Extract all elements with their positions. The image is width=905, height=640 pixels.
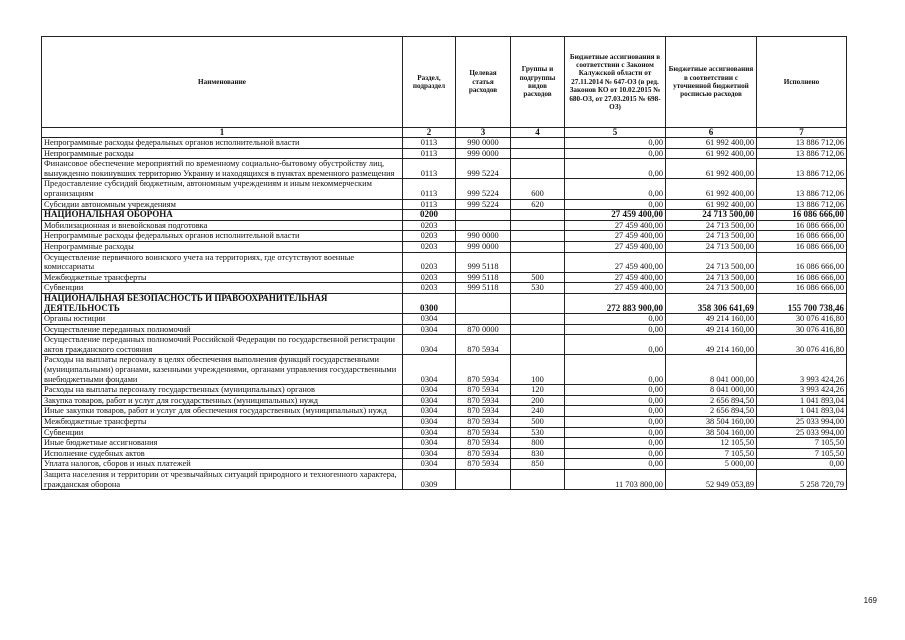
cell-expense-group: 120 xyxy=(511,385,565,396)
cell-executed: 13 886 712,06 xyxy=(757,199,847,210)
cell-budget-refined: 61 992 400,00 xyxy=(666,148,757,159)
cell-target-article: 870 0000 xyxy=(456,324,511,335)
cell-executed: 155 700 738,46 xyxy=(757,293,847,313)
cell-name: Расходы на выплаты персоналу государственных (муниципальных) органов xyxy=(42,385,403,396)
table-row xyxy=(42,138,847,149)
table-row xyxy=(42,148,847,159)
cell-section: 0203 xyxy=(403,231,456,242)
cell-section: 0304 xyxy=(403,417,456,428)
budget-table-container xyxy=(41,36,847,490)
cell-name: Защита населения и территории от чрезвычайных ситуаций природного и техногенного характера, гражданская оборона xyxy=(42,470,403,490)
cell-budget-law: 0,00 xyxy=(565,406,666,417)
cell-budget-law: 0,00 xyxy=(565,179,666,199)
cell-budget-refined: 2 656 894,50 xyxy=(666,406,757,417)
table-row xyxy=(42,199,847,210)
cell-expense-group: 850 xyxy=(511,459,565,470)
cell-expense-group xyxy=(511,210,565,221)
cell-executed: 5 258 720,79 xyxy=(757,470,847,490)
cell-budget-refined: 38 504 160,00 xyxy=(666,417,757,428)
cell-name: Финансовое обеспечение мероприятий по временному социально-бытовому обустройству лиц, вынужденно покинувших территорию Украину и находящихся в пунктах временного размещения xyxy=(42,159,403,179)
cell-name: Иные закупки товаров, работ и услуг для обеспечения государственных (муниципальных) нужд xyxy=(42,406,403,417)
cell-budget-law: 0,00 xyxy=(565,459,666,470)
cell-executed: 16 086 666,00 xyxy=(757,252,847,272)
column-number: 5 xyxy=(565,128,666,138)
cell-name: Расходы на выплаты персоналу в целях обеспечения выполнения функций государственными (муниципальными) органами, казенными учреждениями, органами управления государственными внебюджетными фондами xyxy=(42,355,403,385)
cell-section: 0304 xyxy=(403,324,456,335)
table-row xyxy=(42,470,847,490)
cell-executed: 16 086 666,00 xyxy=(757,210,847,221)
cell-budget-law: 27 459 400,00 xyxy=(565,252,666,272)
table-header xyxy=(42,37,847,138)
column-number: 7 xyxy=(757,128,847,138)
cell-executed: 16 086 666,00 xyxy=(757,220,847,231)
cell-target-article: 990 0000 xyxy=(456,138,511,149)
cell-budget-refined: 61 992 400,00 xyxy=(666,199,757,210)
cell-section: 0113 xyxy=(403,199,456,210)
cell-budget-law: 27 459 400,00 xyxy=(565,231,666,242)
cell-expense-group: 830 xyxy=(511,448,565,459)
cell-target-article: 999 5118 xyxy=(456,272,511,283)
cell-executed: 13 886 712,06 xyxy=(757,148,847,159)
cell-budget-refined: 24 713 500,00 xyxy=(666,252,757,272)
cell-target-article: 999 5224 xyxy=(456,179,511,199)
cell-executed: 13 886 712,06 xyxy=(757,138,847,149)
cell-budget-refined: 49 214 160,00 xyxy=(666,314,757,325)
cell-section: 0203 xyxy=(403,272,456,283)
cell-executed: 16 086 666,00 xyxy=(757,283,847,294)
cell-section: 0304 xyxy=(403,395,456,406)
cell-section: 0113 xyxy=(403,159,456,179)
cell-executed: 7 105,50 xyxy=(757,448,847,459)
header-executed: Исполнено xyxy=(757,37,847,128)
cell-expense-group xyxy=(511,159,565,179)
cell-budget-refined: 49 214 160,00 xyxy=(666,324,757,335)
cell-expense-group: 500 xyxy=(511,272,565,283)
cell-budget-refined: 24 713 500,00 xyxy=(666,220,757,231)
cell-expense-group: 200 xyxy=(511,395,565,406)
cell-target-article: 999 5224 xyxy=(456,159,511,179)
cell-name: Непрограммные расходы федеральных органов исполнительной власти xyxy=(42,138,403,149)
cell-budget-refined: 61 992 400,00 xyxy=(666,138,757,149)
cell-budget-refined: 24 713 500,00 xyxy=(666,231,757,242)
table-row xyxy=(42,355,847,385)
cell-section: 0113 xyxy=(403,148,456,159)
cell-executed: 1 041 893,04 xyxy=(757,395,847,406)
cell-target-article: 870 5934 xyxy=(456,395,511,406)
cell-name: Закупка товаров, работ и услуг для государственных (муниципальных) нужд xyxy=(42,395,403,406)
cell-budget-refined: 24 713 500,00 xyxy=(666,272,757,283)
table-row xyxy=(42,448,847,459)
cell-budget-law: 0,00 xyxy=(565,355,666,385)
table-row xyxy=(42,293,847,313)
cell-target-article: 999 5224 xyxy=(456,199,511,210)
cell-budget-refined: 8 041 000,00 xyxy=(666,355,757,385)
cell-target-article xyxy=(456,314,511,325)
cell-budget-refined: 38 504 160,00 xyxy=(666,427,757,438)
cell-section: 0304 xyxy=(403,355,456,385)
cell-target-article: 999 0000 xyxy=(456,241,511,252)
column-number: 2 xyxy=(403,128,456,138)
cell-name: Исполнение судебных актов xyxy=(42,448,403,459)
cell-name: Непрограммные расходы xyxy=(42,148,403,159)
cell-target-article: 870 5934 xyxy=(456,406,511,417)
cell-budget-law: 0,00 xyxy=(565,159,666,179)
cell-target-article: 870 5934 xyxy=(456,448,511,459)
cell-executed: 30 076 416,80 xyxy=(757,335,847,355)
cell-budget-law: 11 703 800,00 xyxy=(565,470,666,490)
cell-executed: 16 086 666,00 xyxy=(757,272,847,283)
cell-name: Предоставление субсидий бюджетным, автономным учреждениям и иным некоммерческим организациям xyxy=(42,179,403,199)
table-row xyxy=(42,179,847,199)
table-row xyxy=(42,395,847,406)
cell-executed: 16 086 666,00 xyxy=(757,231,847,242)
cell-target-article: 999 5118 xyxy=(456,252,511,272)
cell-name: Осуществление переданных полномочий Российской Федерации по государственной регистрации актов гражданского состояния xyxy=(42,335,403,355)
cell-section: 0304 xyxy=(403,406,456,417)
cell-section: 0203 xyxy=(403,252,456,272)
column-number: 4 xyxy=(511,128,565,138)
cell-section: 0113 xyxy=(403,138,456,149)
cell-section: 0300 xyxy=(403,293,456,313)
cell-target-article: 870 5934 xyxy=(456,438,511,449)
cell-expense-group: 240 xyxy=(511,406,565,417)
cell-expense-group xyxy=(511,231,565,242)
cell-budget-refined: 24 713 500,00 xyxy=(666,283,757,294)
cell-section: 0304 xyxy=(403,314,456,325)
table-body xyxy=(42,138,847,490)
cell-name: Осуществление переданных полномочий xyxy=(42,324,403,335)
cell-target-article xyxy=(456,293,511,313)
cell-section: 0203 xyxy=(403,241,456,252)
cell-budget-refined: 12 105,50 xyxy=(666,438,757,449)
header-target: Целевая статья расходов xyxy=(456,37,511,128)
cell-target-article xyxy=(456,470,511,490)
cell-budget-law: 272 883 900,00 xyxy=(565,293,666,313)
cell-target-article: 870 5934 xyxy=(456,335,511,355)
cell-budget-law: 0,00 xyxy=(565,314,666,325)
cell-budget-refined: 7 105,50 xyxy=(666,448,757,459)
cell-target-article: 870 5934 xyxy=(456,427,511,438)
cell-target-article: 990 0000 xyxy=(456,231,511,242)
cell-name: Осуществление первичного воинского учета на территориях, где отсутствуют военные комиссариаты xyxy=(42,252,403,272)
cell-expense-group: 600 xyxy=(511,179,565,199)
cell-executed: 3 993 424,26 xyxy=(757,385,847,396)
cell-expense-group: 500 xyxy=(511,417,565,428)
cell-name: Мобилизационная и вневойсковая подготовка xyxy=(42,220,403,231)
cell-budget-law: 27 459 400,00 xyxy=(565,210,666,221)
cell-budget-refined: 61 992 400,00 xyxy=(666,159,757,179)
cell-expense-group xyxy=(511,220,565,231)
header-budget-refined: Бюджетные ассигнования в соответствии с уточненной бюджетной росписью расходов xyxy=(666,37,757,128)
cell-executed: 30 076 416,80 xyxy=(757,324,847,335)
cell-name: Непрограммные расходы федеральных органов исполнительной власти xyxy=(42,231,403,242)
cell-budget-refined: 61 992 400,00 xyxy=(666,179,757,199)
column-number: 3 xyxy=(456,128,511,138)
cell-name: Субсидии автономным учреждениям xyxy=(42,199,403,210)
cell-budget-law: 0,00 xyxy=(565,199,666,210)
cell-expense-group: 100 xyxy=(511,355,565,385)
table-row xyxy=(42,324,847,335)
cell-budget-refined: 24 713 500,00 xyxy=(666,241,757,252)
table-row xyxy=(42,385,847,396)
cell-expense-group xyxy=(511,324,565,335)
cell-target-article xyxy=(456,210,511,221)
cell-executed: 13 886 712,06 xyxy=(757,179,847,199)
cell-budget-law: 0,00 xyxy=(565,148,666,159)
table-row xyxy=(42,438,847,449)
table-row xyxy=(42,210,847,221)
cell-budget-law: 0,00 xyxy=(565,324,666,335)
cell-section: 0304 xyxy=(403,335,456,355)
cell-target-article: 870 5934 xyxy=(456,459,511,470)
cell-executed: 16 086 666,00 xyxy=(757,241,847,252)
cell-executed: 0,00 xyxy=(757,459,847,470)
cell-section: 0113 xyxy=(403,179,456,199)
cell-expense-group xyxy=(511,314,565,325)
cell-expense-group xyxy=(511,470,565,490)
cell-budget-law: 0,00 xyxy=(565,448,666,459)
budget-execution-table xyxy=(41,36,847,490)
table-row xyxy=(42,406,847,417)
cell-budget-law: 27 459 400,00 xyxy=(565,241,666,252)
table-row xyxy=(42,427,847,438)
cell-name: НАЦИОНАЛЬНАЯ ОБОРОНА xyxy=(42,210,403,221)
table-row xyxy=(42,231,847,242)
cell-name: Межбюджетные трансферты xyxy=(42,417,403,428)
cell-section: 0304 xyxy=(403,438,456,449)
cell-target-article: 999 0000 xyxy=(456,148,511,159)
cell-expense-group: 800 xyxy=(511,438,565,449)
cell-name: Иные бюджетные ассигнования xyxy=(42,438,403,449)
cell-budget-refined: 49 214 160,00 xyxy=(666,335,757,355)
table-row xyxy=(42,459,847,470)
cell-expense-group xyxy=(511,252,565,272)
cell-budget-law: 0,00 xyxy=(565,417,666,428)
cell-executed: 3 993 424,26 xyxy=(757,355,847,385)
cell-budget-law: 0,00 xyxy=(565,385,666,396)
cell-executed: 13 886 712,06 xyxy=(757,159,847,179)
cell-executed: 25 033 994,00 xyxy=(757,427,847,438)
cell-budget-refined: 2 656 894,50 xyxy=(666,395,757,406)
cell-section: 0200 xyxy=(403,210,456,221)
header-budget-law: Бюджетные ассигнования в соответствии с Законом Калужской области от 27.11.2014 № 647-ОЗ (в ред. Законов КО от 10.02.2015 № 680-ОЗ, от 27.03.2015 № 698-ОЗ) xyxy=(565,37,666,128)
cell-section: 0304 xyxy=(403,427,456,438)
header-name: Наименование xyxy=(42,37,403,128)
cell-executed: 7 105,50 xyxy=(757,438,847,449)
cell-expense-group xyxy=(511,241,565,252)
cell-target-article: 870 5934 xyxy=(456,417,511,428)
cell-name: Межбюджетные трансферты xyxy=(42,272,403,283)
cell-budget-law: 27 459 400,00 xyxy=(565,220,666,231)
cell-expense-group xyxy=(511,148,565,159)
cell-name: Непрограммные расходы xyxy=(42,241,403,252)
cell-budget-refined: 5 000,00 xyxy=(666,459,757,470)
cell-budget-law: 0,00 xyxy=(565,138,666,149)
cell-budget-refined: 358 306 641,69 xyxy=(666,293,757,313)
cell-budget-law: 0,00 xyxy=(565,335,666,355)
cell-name: Уплата налогов, сборов и иных платежей xyxy=(42,459,403,470)
cell-expense-group xyxy=(511,293,565,313)
cell-expense-group: 620 xyxy=(511,199,565,210)
cell-expense-group xyxy=(511,335,565,355)
table-row xyxy=(42,417,847,428)
cell-executed: 1 041 893,04 xyxy=(757,406,847,417)
cell-executed: 30 076 416,80 xyxy=(757,314,847,325)
cell-section: 0304 xyxy=(403,448,456,459)
table-row xyxy=(42,314,847,325)
cell-expense-group: 530 xyxy=(511,427,565,438)
cell-target-article: 870 5934 xyxy=(456,385,511,396)
cell-section: 0304 xyxy=(403,385,456,396)
cell-expense-group xyxy=(511,138,565,149)
cell-budget-refined: 52 949 053,89 xyxy=(666,470,757,490)
table-row xyxy=(42,272,847,283)
table-row xyxy=(42,159,847,179)
cell-budget-law: 0,00 xyxy=(565,427,666,438)
table-row xyxy=(42,335,847,355)
cell-budget-refined: 8 041 000,00 xyxy=(666,385,757,396)
header-section: Раздел, подраздел xyxy=(403,37,456,128)
cell-section: 0203 xyxy=(403,220,456,231)
cell-budget-law: 27 459 400,00 xyxy=(565,272,666,283)
cell-name: НАЦИОНАЛЬНАЯ БЕЗОПАСНОСТЬ И ПРАВООХРАНИТЕЛЬНАЯ ДЕЯТЕЛЬНОСТЬ xyxy=(42,293,403,313)
cell-target-article: 999 5118 xyxy=(456,283,511,294)
table-row xyxy=(42,241,847,252)
cell-target-article: 870 5934 xyxy=(456,355,511,385)
header-group: Группы и подгруппы видов расходов xyxy=(511,37,565,128)
cell-expense-group: 530 xyxy=(511,283,565,294)
cell-executed: 25 033 994,00 xyxy=(757,417,847,428)
column-number: 6 xyxy=(666,128,757,138)
table-row xyxy=(42,283,847,294)
column-number: 1 xyxy=(42,128,403,138)
cell-section: 0304 xyxy=(403,459,456,470)
cell-target-article xyxy=(456,220,511,231)
cell-section: 0309 xyxy=(403,470,456,490)
cell-section: 0203 xyxy=(403,283,456,294)
page-number: 169 xyxy=(863,596,877,605)
cell-name: Субвенции xyxy=(42,427,403,438)
table-row xyxy=(42,252,847,272)
cell-budget-law: 0,00 xyxy=(565,395,666,406)
table-row xyxy=(42,220,847,231)
cell-name: Органы юстиции xyxy=(42,314,403,325)
cell-budget-law: 27 459 400,00 xyxy=(565,283,666,294)
cell-budget-refined: 24 713 500,00 xyxy=(666,210,757,221)
cell-budget-law: 0,00 xyxy=(565,438,666,449)
cell-name: Субвенции xyxy=(42,283,403,294)
